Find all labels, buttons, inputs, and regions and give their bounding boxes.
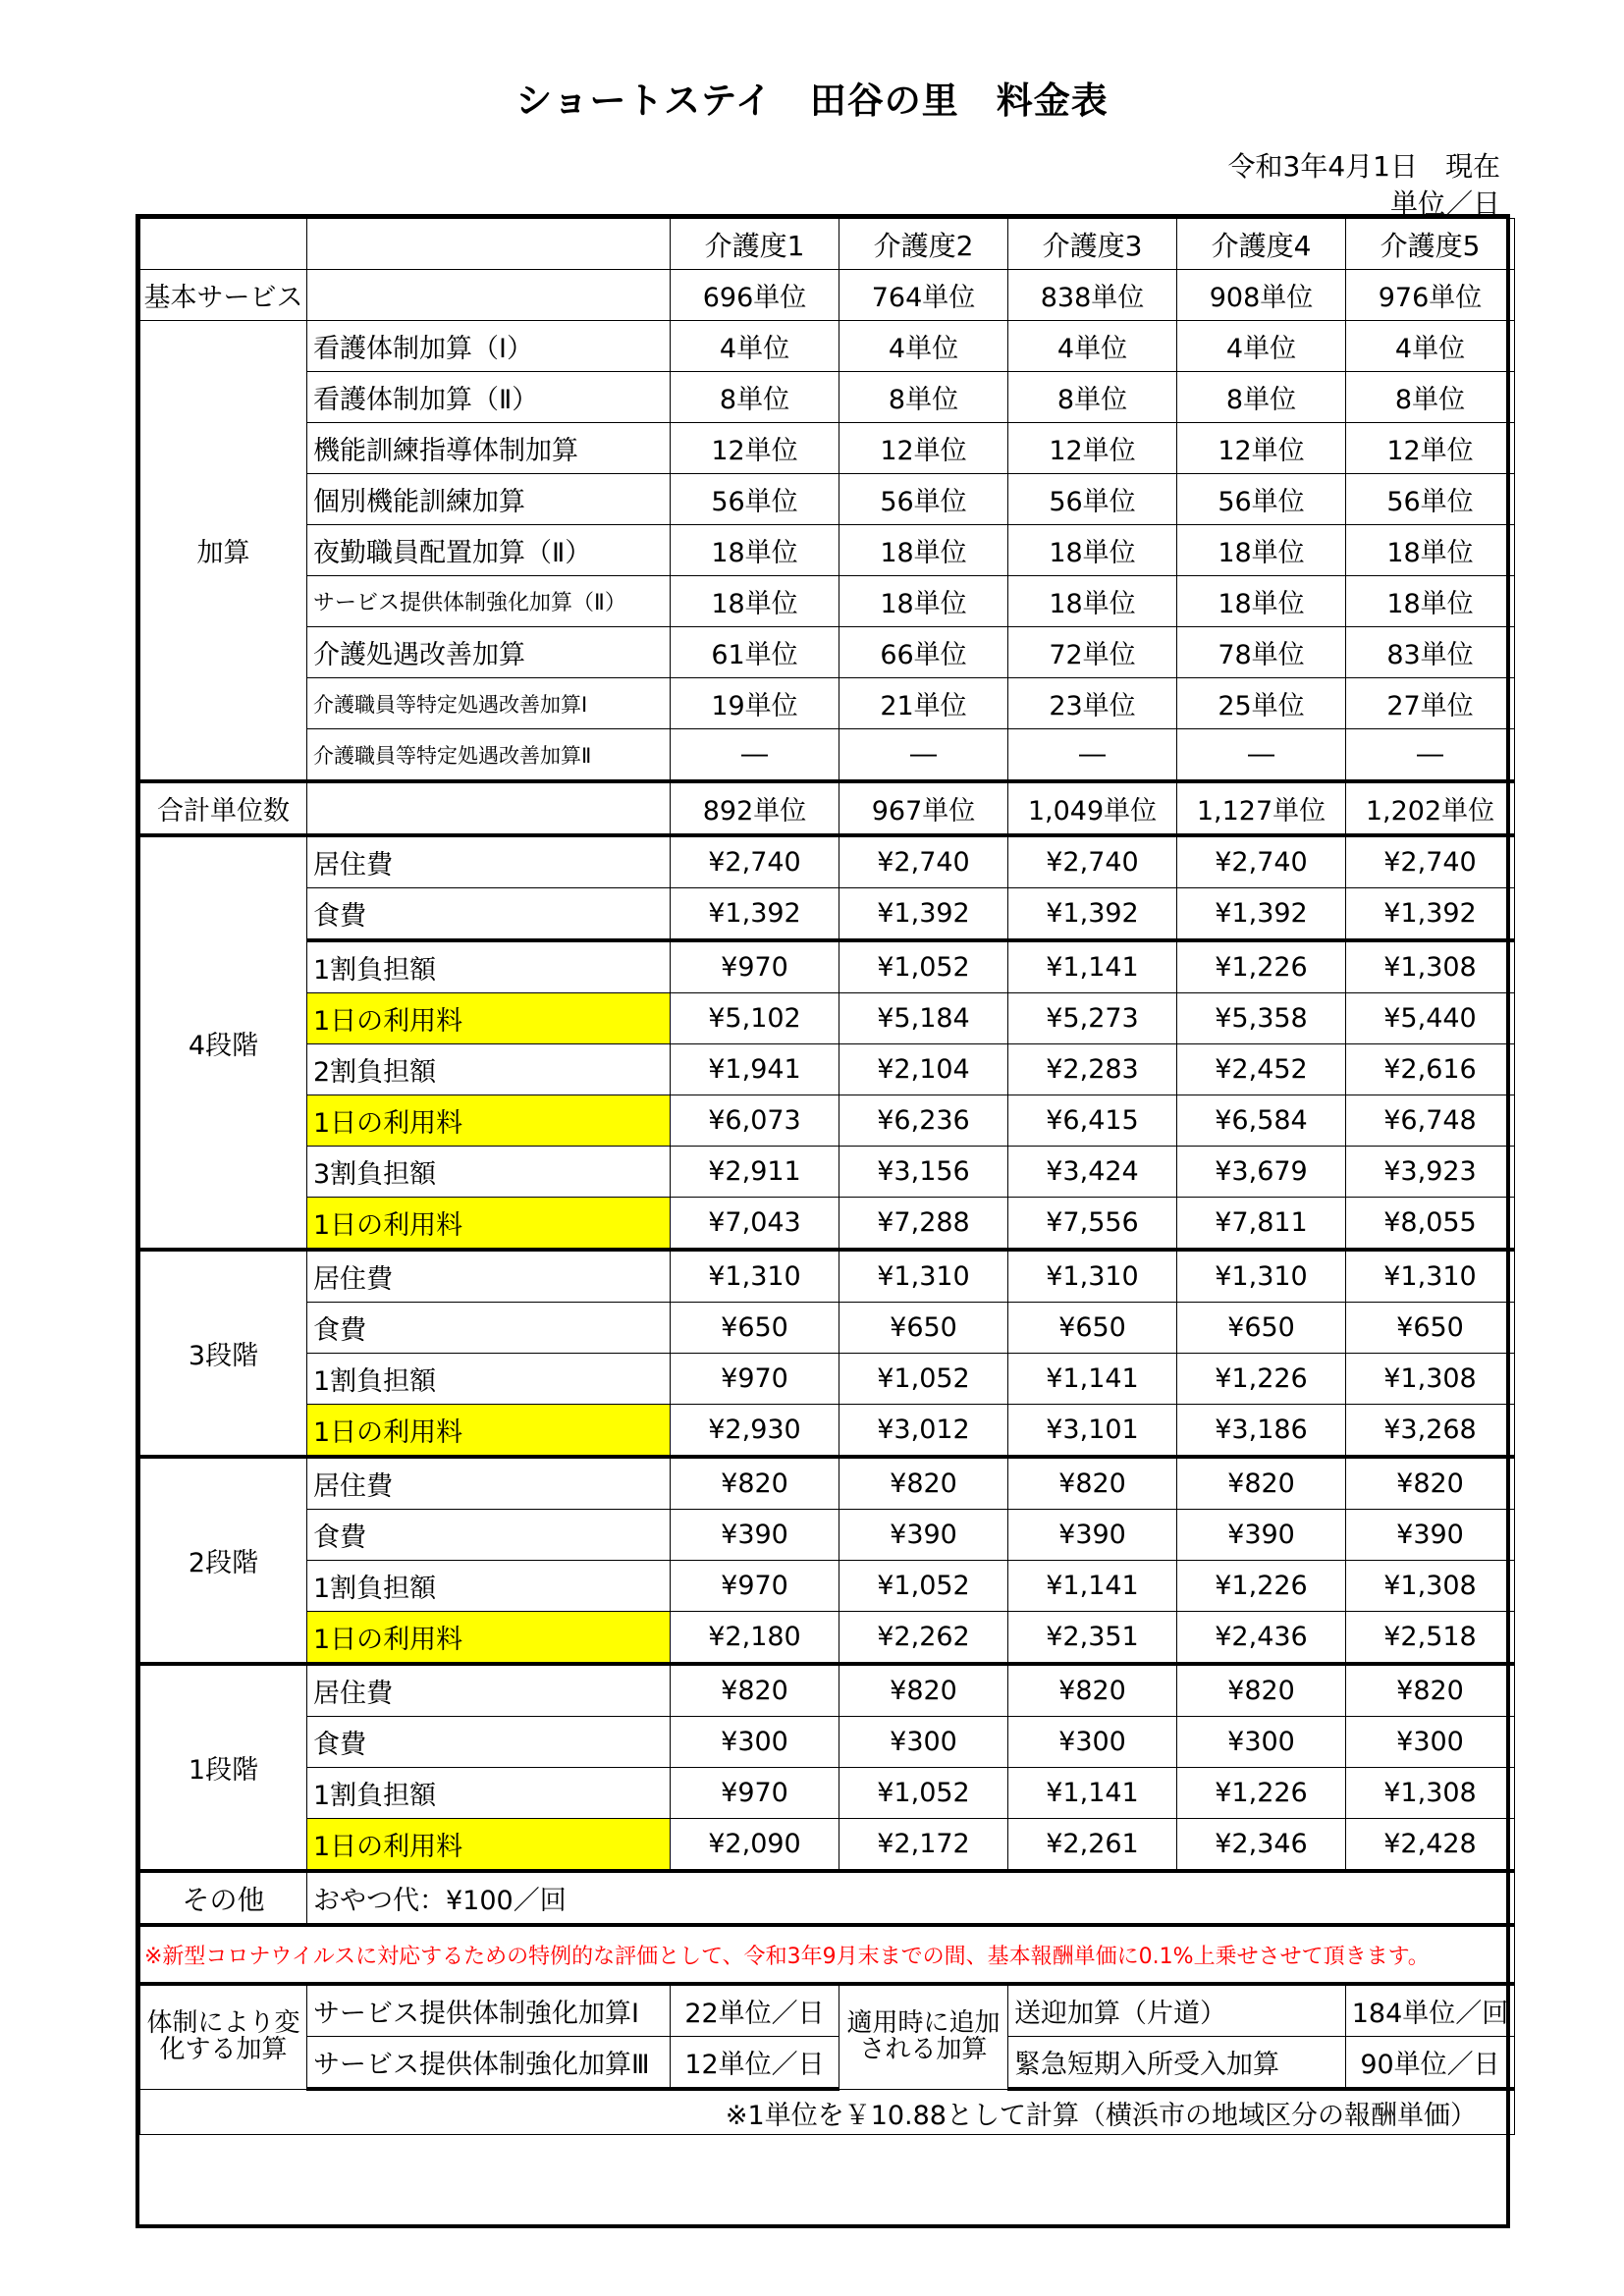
stage-label: 1段階: [140, 1664, 307, 1871]
value-cell: ¥1,941: [671, 1044, 839, 1095]
row-label: 居住費: [307, 1664, 671, 1717]
footer-row: [140, 2089, 1515, 2135]
row-label: 食費: [307, 1717, 671, 1768]
total-row: [140, 781, 1515, 835]
row-label: 看護体制加算（Ⅰ）: [307, 321, 671, 372]
value-cell: 18単位: [839, 576, 1008, 627]
value-cell: 4単位: [1177, 321, 1346, 372]
fee-row: [140, 1819, 1515, 1872]
row-label: 食費: [307, 1303, 671, 1354]
value-cell: 18単位: [1346, 525, 1515, 576]
value-cell: ¥3,101: [1008, 1405, 1177, 1458]
value-cell: 12単位: [671, 423, 839, 474]
value-cell: ¥1,226: [1177, 1768, 1346, 1819]
fee-table-frame: [135, 214, 1510, 2228]
value-cell: ¥7,288: [839, 1198, 1008, 1251]
value-cell: ¥2,428: [1346, 1819, 1515, 1872]
value-cell: ¥3,186: [1177, 1405, 1346, 1458]
value-cell: 23単位: [1008, 678, 1177, 729]
row-group-label: 基本サービス: [140, 270, 307, 321]
value-cell: ¥390: [1008, 1510, 1177, 1561]
column-header: 介護度1: [671, 219, 839, 270]
value-cell: ¥1,392: [671, 888, 839, 941]
addon-row: [140, 423, 1515, 474]
value-cell: ―: [1177, 729, 1346, 782]
value-cell: ¥3,012: [839, 1405, 1008, 1458]
value-cell: 892単位: [671, 781, 839, 835]
fee-row: [140, 1561, 1515, 1612]
value-cell: ¥7,811: [1177, 1198, 1346, 1251]
value-cell: ¥1,052: [839, 1768, 1008, 1819]
value-cell: 8単位: [671, 372, 839, 423]
row-label: 介護処遇改善加算: [307, 627, 671, 678]
value-cell: ¥1,141: [1008, 1354, 1177, 1405]
row-label: 1割負担額: [307, 1354, 671, 1405]
value-cell: 18単位: [839, 525, 1008, 576]
column-header: 介護度5: [1346, 219, 1515, 270]
value-cell: 72単位: [1008, 627, 1177, 678]
value-cell: ¥6,415: [1008, 1095, 1177, 1147]
value-cell: 90単位／日: [1346, 2037, 1515, 2090]
value-cell: ¥970: [671, 940, 839, 993]
value-cell: 12単位: [1008, 423, 1177, 474]
row-label: 看護体制加算（Ⅱ）: [307, 372, 671, 423]
value-cell: 976単位: [1346, 270, 1515, 321]
variable-addon-label: 体制により変化する加算: [140, 1984, 307, 2089]
value-cell: ¥1,392: [839, 888, 1008, 941]
value-cell: 18単位: [1346, 576, 1515, 627]
fee-table: [139, 218, 1515, 2135]
fee-row: [140, 1250, 1515, 1303]
value-cell: ¥390: [1177, 1510, 1346, 1561]
value-cell: ¥7,556: [1008, 1198, 1177, 1251]
row-label: サービス提供体制強化加算Ⅰ: [307, 1984, 671, 2037]
value-cell: ―: [839, 729, 1008, 782]
value-cell: 18単位: [1177, 576, 1346, 627]
blank-cell: [307, 270, 671, 321]
row-label: 3割負担額: [307, 1147, 671, 1198]
value-cell: 12単位／日: [671, 2037, 839, 2090]
addon-row: [140, 372, 1515, 423]
fee-row: [140, 993, 1515, 1044]
value-cell: ¥2,518: [1346, 1612, 1515, 1665]
row-label: 緊急短期入所受入加算: [1008, 2037, 1346, 2090]
row-group-label: 加算: [140, 321, 307, 782]
value-cell: ¥5,358: [1177, 993, 1346, 1044]
value-cell: 66単位: [839, 627, 1008, 678]
value-cell: ¥5,184: [839, 993, 1008, 1044]
row-label: 2割負担額: [307, 1044, 671, 1095]
value-cell: 967単位: [839, 781, 1008, 835]
value-cell: ¥650: [671, 1303, 839, 1354]
value-cell: 1,202単位: [1346, 781, 1515, 835]
value-cell: ¥2,090: [671, 1819, 839, 1872]
value-cell: 19単位: [671, 678, 839, 729]
value-cell: 56単位: [839, 474, 1008, 525]
value-cell: ¥3,923: [1346, 1147, 1515, 1198]
calculation-footnote: ※1単位を￥10.88として計算（横浜市の地域区分の報酬単価）: [140, 2089, 1515, 2135]
value-cell: ¥2,930: [671, 1405, 839, 1458]
value-cell: ¥390: [1346, 1510, 1515, 1561]
value-cell: 22単位／日: [671, 1984, 839, 2037]
value-cell: ―: [671, 729, 839, 782]
value-cell: 696単位: [671, 270, 839, 321]
value-cell: ¥1,308: [1346, 1768, 1515, 1819]
value-cell: 25単位: [1177, 678, 1346, 729]
value-cell: 83単位: [1346, 627, 1515, 678]
stage-label: 2段階: [140, 1457, 307, 1664]
fee-row: [140, 940, 1515, 993]
row-label: 食費: [307, 1510, 671, 1561]
row-label: 居住費: [307, 1457, 671, 1510]
value-cell: ¥2,740: [1346, 835, 1515, 888]
value-cell: ¥300: [1346, 1717, 1515, 1768]
value-cell: 18単位: [671, 525, 839, 576]
fee-row: [140, 1147, 1515, 1198]
value-cell: 1,049単位: [1008, 781, 1177, 835]
value-cell: ¥2,351: [1008, 1612, 1177, 1665]
column-header: 介護度2: [839, 219, 1008, 270]
value-cell: 764単位: [839, 270, 1008, 321]
addon-row: [140, 525, 1515, 576]
row-label: 機能訓練指導体制加算: [307, 423, 671, 474]
value-cell: ¥820: [671, 1457, 839, 1510]
addon-row: [140, 474, 1515, 525]
value-cell: ¥2,452: [1177, 1044, 1346, 1095]
value-cell: 1,127単位: [1177, 781, 1346, 835]
value-cell: ¥1,310: [839, 1250, 1008, 1303]
row-label: 1割負担額: [307, 1768, 671, 1819]
fee-row: [140, 1510, 1515, 1561]
value-cell: ¥3,268: [1346, 1405, 1515, 1458]
value-cell: ¥2,740: [1008, 835, 1177, 888]
value-cell: ¥2,740: [1177, 835, 1346, 888]
value-cell: ¥820: [839, 1457, 1008, 1510]
value-cell: ¥300: [671, 1717, 839, 1768]
row-label: サービス提供体制強化加算Ⅲ: [307, 2037, 671, 2090]
value-cell: ¥300: [839, 1717, 1008, 1768]
stage-label: 4段階: [140, 835, 307, 1250]
value-cell: ¥1,392: [1346, 888, 1515, 941]
value-cell: 908単位: [1177, 270, 1346, 321]
row-group-label: 合計単位数: [140, 781, 307, 835]
other-value: おやつ代：¥100／回: [307, 1871, 1515, 1925]
value-cell: 18単位: [671, 576, 839, 627]
value-cell: ¥1,052: [839, 1561, 1008, 1612]
row-label: 居住費: [307, 1250, 671, 1303]
fee-row: [140, 1303, 1515, 1354]
value-cell: ¥1,226: [1177, 1561, 1346, 1612]
value-cell: ¥1,310: [671, 1250, 839, 1303]
value-cell: ¥5,273: [1008, 993, 1177, 1044]
value-cell: 56単位: [1346, 474, 1515, 525]
basic-service-row: [140, 270, 1515, 321]
value-cell: ¥1,052: [839, 940, 1008, 993]
value-cell: 4単位: [839, 321, 1008, 372]
value-cell: ¥820: [1177, 1457, 1346, 1510]
value-cell: ¥1,308: [1346, 940, 1515, 993]
value-cell: 12単位: [1346, 423, 1515, 474]
value-cell: 12単位: [1177, 423, 1346, 474]
value-cell: ¥2,740: [839, 835, 1008, 888]
value-cell: ¥650: [1346, 1303, 1515, 1354]
value-cell: ¥2,104: [839, 1044, 1008, 1095]
value-cell: 12単位: [839, 423, 1008, 474]
value-cell: ―: [1008, 729, 1177, 782]
value-cell: ¥3,156: [839, 1147, 1008, 1198]
value-cell: ¥8,055: [1346, 1198, 1515, 1251]
value-cell: 184単位／回: [1346, 1984, 1515, 2037]
effective-date: 令和3年4月1日 現在: [1227, 150, 1500, 183]
value-cell: ¥1,141: [1008, 940, 1177, 993]
row-label: 介護職員等特定処遇改善加算Ⅰ: [307, 678, 671, 729]
fee-row: [140, 888, 1515, 941]
value-cell: ¥820: [839, 1664, 1008, 1717]
value-cell: ¥300: [1177, 1717, 1346, 1768]
value-cell: 21単位: [839, 678, 1008, 729]
fee-row: [140, 1198, 1515, 1251]
value-cell: ¥6,073: [671, 1095, 839, 1147]
row-label: 1割負担額: [307, 940, 671, 993]
value-cell: ¥820: [1177, 1664, 1346, 1717]
page-title: ショートステイ 田谷の里 料金表: [515, 80, 1109, 122]
value-cell: ¥820: [671, 1664, 839, 1717]
value-cell: 8単位: [1346, 372, 1515, 423]
additions-row: [140, 2037, 1515, 2090]
value-cell: ¥970: [671, 1561, 839, 1612]
daily-fee-label: 1日の利用料: [307, 1198, 671, 1251]
value-cell: ¥820: [1346, 1457, 1515, 1510]
daily-fee-label: 1日の利用料: [307, 1405, 671, 1458]
value-cell: 8単位: [839, 372, 1008, 423]
daily-fee-label: 1日の利用料: [307, 993, 671, 1044]
row-label: 夜勤職員配置加算（Ⅱ）: [307, 525, 671, 576]
value-cell: ¥1,308: [1346, 1561, 1515, 1612]
fee-row: [140, 835, 1515, 888]
column-header: 介護度3: [1008, 219, 1177, 270]
value-cell: ¥390: [839, 1510, 1008, 1561]
value-cell: ¥2,740: [671, 835, 839, 888]
value-cell: ¥1,310: [1346, 1250, 1515, 1303]
addon-row: [140, 627, 1515, 678]
header-blank-cell: [307, 219, 671, 270]
header-row: [140, 219, 1515, 270]
value-cell: ¥1,310: [1008, 1250, 1177, 1303]
row-label: サービス提供体制強化加算（Ⅱ）: [307, 576, 671, 627]
value-cell: ¥3,424: [1008, 1147, 1177, 1198]
value-cell: 4単位: [671, 321, 839, 372]
applied-addon-label: 適用時に追加される加算: [839, 1984, 1008, 2089]
value-cell: 18単位: [1008, 525, 1177, 576]
other-row: [140, 1871, 1515, 1925]
value-cell: 4単位: [1346, 321, 1515, 372]
row-label: 1割負担額: [307, 1561, 671, 1612]
value-cell: ¥820: [1008, 1457, 1177, 1510]
fee-row: [140, 1405, 1515, 1458]
addon-row: [140, 321, 1515, 372]
value-cell: ¥2,911: [671, 1147, 839, 1198]
row-label: 介護職員等特定処遇改善加算Ⅱ: [307, 729, 671, 782]
fee-row: [140, 1768, 1515, 1819]
additions-row: [140, 1984, 1515, 2037]
fee-row: [140, 1457, 1515, 1510]
addon-row: [140, 729, 1515, 782]
value-cell: ¥650: [1177, 1303, 1346, 1354]
value-cell: 8単位: [1008, 372, 1177, 423]
fee-row: [140, 1095, 1515, 1147]
header-blank-cell: [140, 219, 307, 270]
blank-cell: [307, 781, 671, 835]
value-cell: 18単位: [1177, 525, 1346, 576]
value-cell: 18単位: [1008, 576, 1177, 627]
value-cell: 56単位: [1008, 474, 1177, 525]
value-cell: ¥1,310: [1177, 1250, 1346, 1303]
covid-note: ※新型コロナウイルスに対応するための特例的な評価として、令和3年9月末までの間、基本報酬単価に0.1%上乗せさせて頂きます。: [140, 1925, 1515, 1984]
daily-fee-label: 1日の利用料: [307, 1612, 671, 1665]
value-cell: 56単位: [1177, 474, 1346, 525]
value-cell: ¥2,436: [1177, 1612, 1346, 1665]
value-cell: ¥6,236: [839, 1095, 1008, 1147]
value-cell: ¥2,172: [839, 1819, 1008, 1872]
value-cell: ¥6,748: [1346, 1095, 1515, 1147]
value-cell: ¥970: [671, 1354, 839, 1405]
value-cell: 8単位: [1177, 372, 1346, 423]
value-cell: ¥1,141: [1008, 1561, 1177, 1612]
value-cell: ¥2,180: [671, 1612, 839, 1665]
value-cell: 838単位: [1008, 270, 1177, 321]
fee-row: [140, 1717, 1515, 1768]
value-cell: ¥820: [1008, 1664, 1177, 1717]
value-cell: 61単位: [671, 627, 839, 678]
value-cell: ―: [1346, 729, 1515, 782]
value-cell: ¥2,346: [1177, 1819, 1346, 1872]
value-cell: ¥3,679: [1177, 1147, 1346, 1198]
value-cell: 4単位: [1008, 321, 1177, 372]
value-cell: ¥390: [671, 1510, 839, 1561]
value-cell: ¥970: [671, 1768, 839, 1819]
value-cell: ¥7,043: [671, 1198, 839, 1251]
value-cell: ¥6,584: [1177, 1095, 1346, 1147]
value-cell: ¥1,141: [1008, 1768, 1177, 1819]
daily-fee-label: 1日の利用料: [307, 1819, 671, 1872]
addon-row: [140, 678, 1515, 729]
row-label: 食費: [307, 888, 671, 941]
row-label: 居住費: [307, 835, 671, 888]
daily-fee-label: 1日の利用料: [307, 1095, 671, 1147]
fee-row: [140, 1044, 1515, 1095]
row-label: 個別機能訓練加算: [307, 474, 671, 525]
value-cell: ¥2,262: [839, 1612, 1008, 1665]
value-cell: ¥1,226: [1177, 940, 1346, 993]
value-cell: ¥820: [1346, 1664, 1515, 1717]
column-header: 介護度4: [1177, 219, 1346, 270]
row-group-label: その他: [140, 1871, 307, 1925]
value-cell: 56単位: [671, 474, 839, 525]
value-cell: ¥650: [839, 1303, 1008, 1354]
value-cell: ¥5,102: [671, 993, 839, 1044]
value-cell: ¥300: [1008, 1717, 1177, 1768]
value-cell: ¥2,261: [1008, 1819, 1177, 1872]
value-cell: ¥2,283: [1008, 1044, 1177, 1095]
addon-row: [140, 576, 1515, 627]
value-cell: ¥5,440: [1346, 993, 1515, 1044]
value-cell: ¥650: [1008, 1303, 1177, 1354]
stage-label: 3段階: [140, 1250, 307, 1457]
fee-row: [140, 1354, 1515, 1405]
note-row: [140, 1925, 1515, 1984]
value-cell: ¥1,392: [1008, 888, 1177, 941]
value-cell: ¥1,052: [839, 1354, 1008, 1405]
unit-note: 単位／日: [1389, 187, 1500, 220]
value-cell: ¥2,616: [1346, 1044, 1515, 1095]
row-label: 送迎加算（片道）: [1008, 1984, 1346, 2037]
value-cell: ¥1,226: [1177, 1354, 1346, 1405]
value-cell: ¥1,308: [1346, 1354, 1515, 1405]
value-cell: 78単位: [1177, 627, 1346, 678]
value-cell: 27単位: [1346, 678, 1515, 729]
fee-row: [140, 1612, 1515, 1665]
value-cell: ¥1,392: [1177, 888, 1346, 941]
fee-row: [140, 1664, 1515, 1717]
